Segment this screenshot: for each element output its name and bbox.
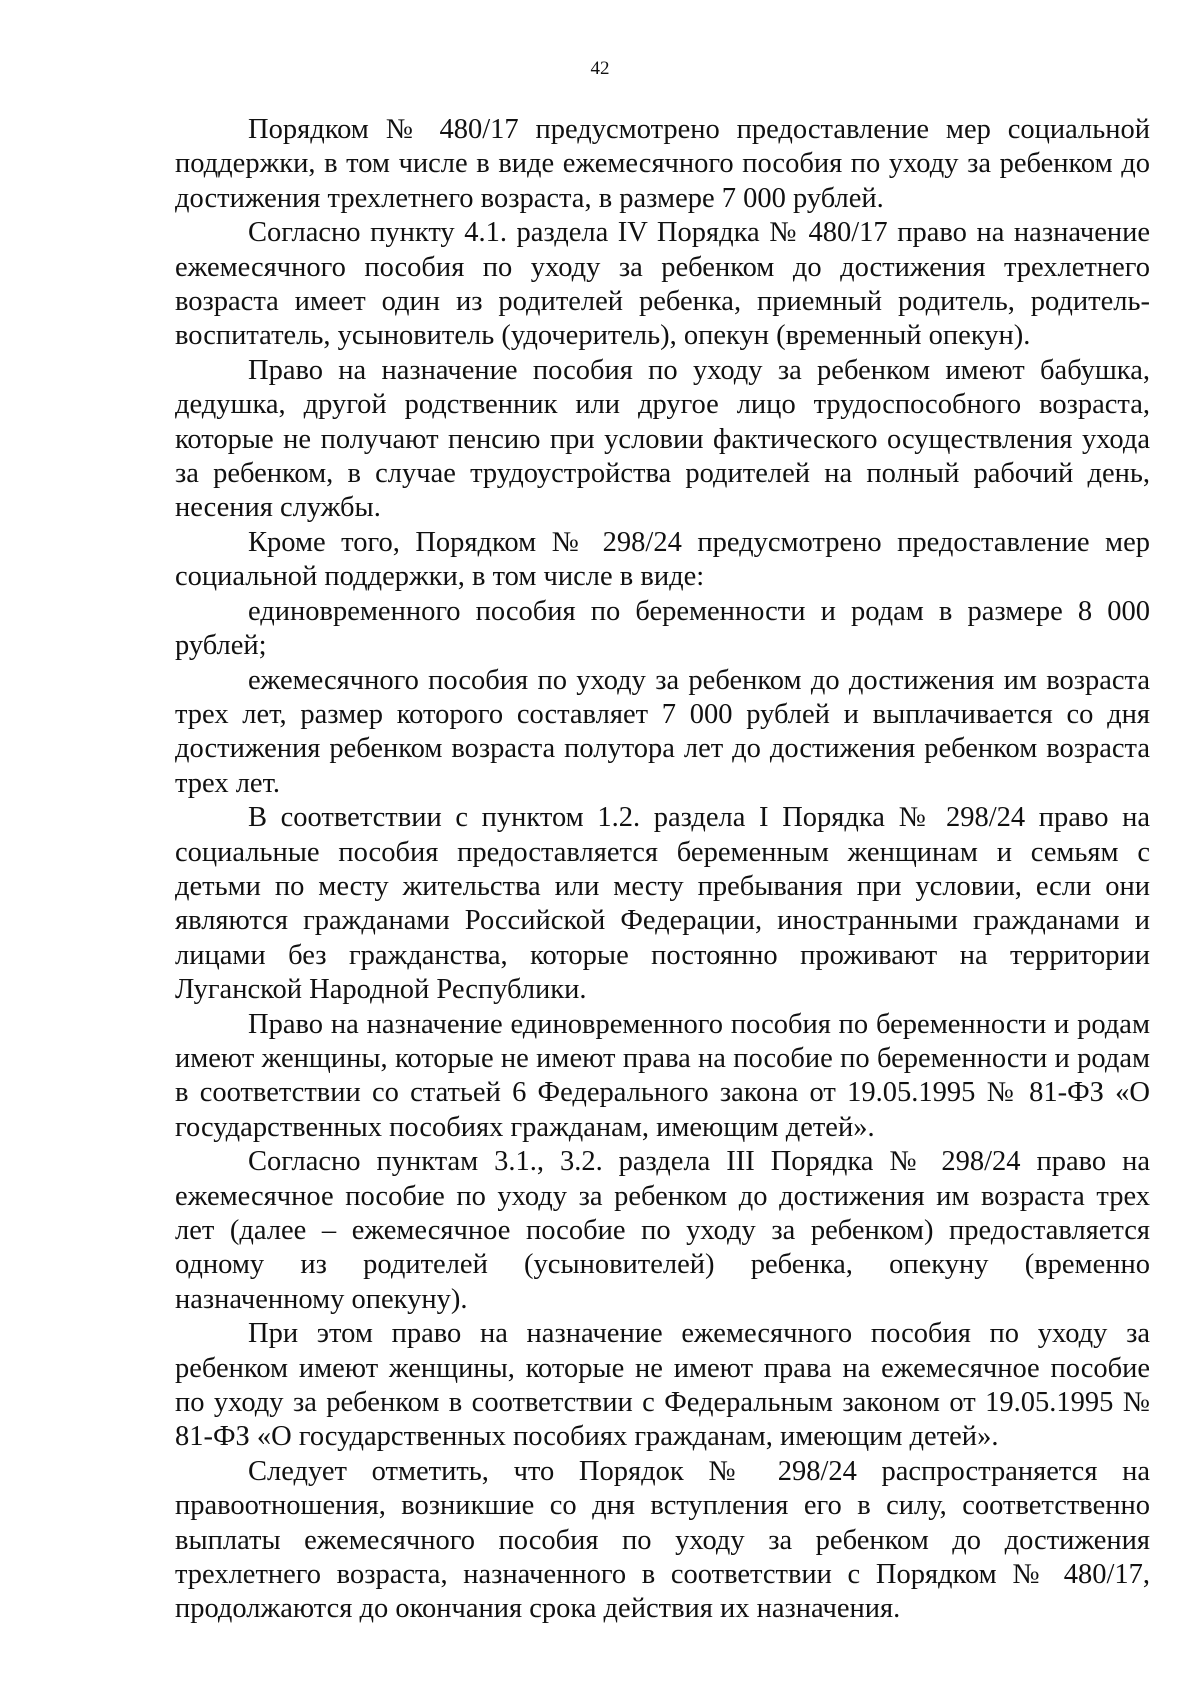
paragraph-9: Согласно пунктам 3.1., 3.2. раздела III Порядка № 298/24 право на ежемесячное пособие по уходу за ребенком до достижения им возраста трех лет (далее – ежемесячное пособие по уходу за ребенком) предоставляется одному из родителей (усыновителей) ребенка, опекуну (временно назначенному опекуну). [175,1146,1150,1315]
paragraph-2: Согласно пункту 4.1. раздела IV Порядка № 480/17 право на назначение ежемесячного пособия по уходу за ребенком до достижения трехлетнего возраста имеет один из родителей ребенка, приемный родитель, родитель-воспитатель, усыновитель (удочеритель), опекун (временный опекун). [175,217,1150,352]
list-item-lump-sum-benefit: единовременного пособия по беременности и родам в размере 8 000 рублей; [175,595,1150,662]
list-item-monthly-benefit: ежемесячного пособия по уходу за ребенком до достижения им возраста трех лет, размер которого составляет 7 000 рублей и выплачивается со дня достижения ребенком возраста полутора лет до достижения ребенком возраста трех лет. [175,664,1150,799]
paragraph-8: Право на назначение единовременного пособия по беременности и родам имеют женщины, которые не имеют права на пособие по беременности и родам в соответствии со статьей 6 Федерального закона от 19.05.1995 № 81-ФЗ «О государственных пособиях гражданам, имеющим детей». [175,1008,1150,1143]
paragraph-7: В соответствии с пунктом 1.2. раздела I Порядка № 298/24 право на социальные пособия предоставляется беременным женщинам и семьям с детьми по месту жительства или месту пребывания при условии, если они являются гражданами Российской Федерации, иностранными гражданами и лицами без гражданства, которые постоянно проживают на территории Луганской Народной Республики. [175,802,1150,1006]
paragraph-4: Кроме того, Порядком № 298/24 предусмотрено предоставление мер социальной поддержки, в том числе в виде: [175,526,1150,593]
document-body [175,113,1150,1627]
paragraph-1: Порядком № 480/17 предусмотрено предоставление мер социальной поддержки, в том числе в виде ежемесячного пособия по уходу за ребенком до достижения трехлетнего возраста, в размере 7 000 рублей. [175,114,1150,214]
page-number: 42 [590,58,610,79]
paragraph-11: Следует отметить, что Порядок № 298/24 распространяется на правоотношения, возникшие со дня вступления его в силу, соответственно выплаты ежемесячного пособия по уходу за ребенком до достижения трехлетнего возраста, назначенного в соответствии с Порядком № 480/17, продолжаются до окончания срока действия их назначения. [175,1455,1150,1625]
paragraph-10: При этом право на назначение ежемесячного пособия по уходу за ребенком имеют женщины, которые не имеют права на ежемесячное пособие по уходу за ребенком в соответствии с Федеральным законом от 19.05.1995 № 81-ФЗ «О государственных пособиях гражданам, имеющим детей». [175,1318,1150,1453]
paragraph-3: Право на назначение пособия по уходу за ребенком имеют бабушка, дедушка, другой родственник или другое лицо трудоспособного возраста, которые не получают пенсию при условии фактического осуществления ухода за ребенком, в случае трудоустройства родителей на полный рабочий день, несения службы. [175,354,1150,524]
